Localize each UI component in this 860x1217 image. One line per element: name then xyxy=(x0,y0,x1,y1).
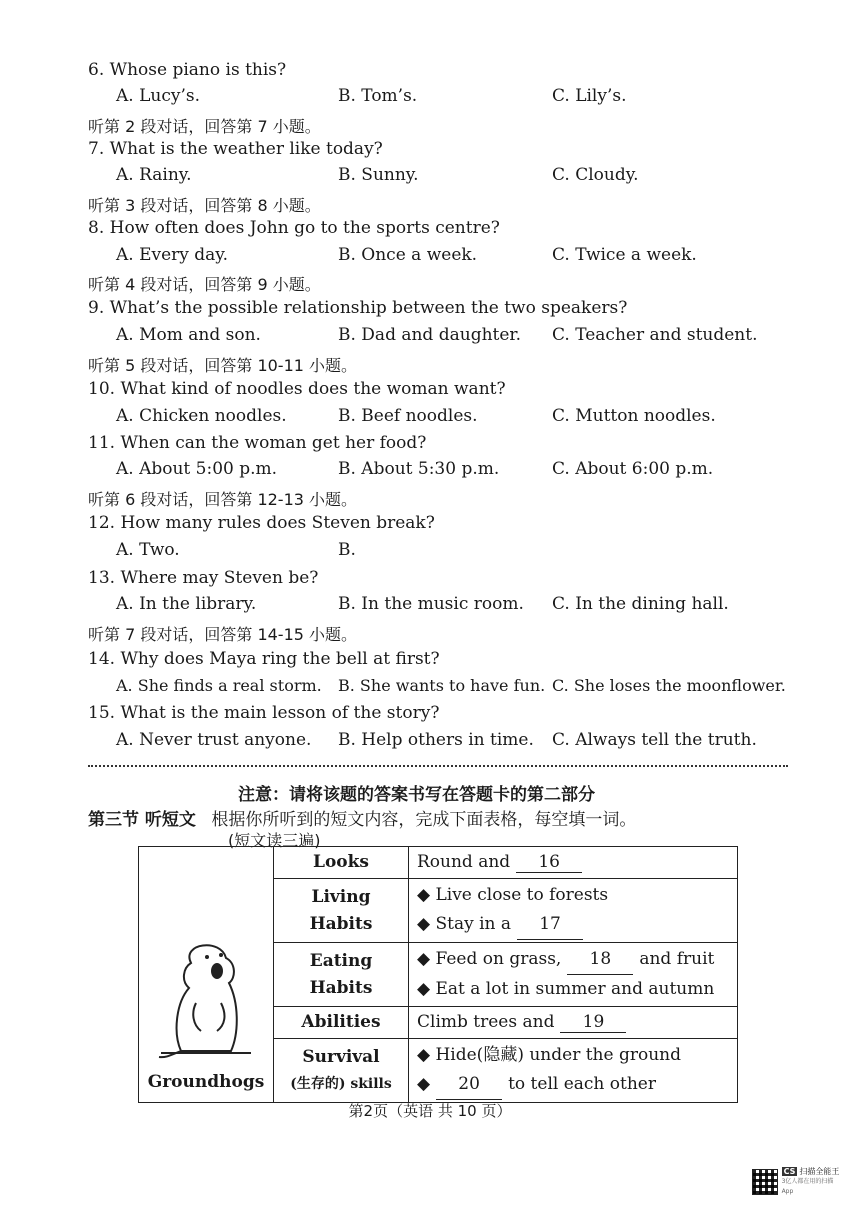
option-c: C. Twice a week. xyxy=(552,245,697,265)
option-b: B. In the music room. xyxy=(338,594,524,614)
blank-19[interactable]: 19 xyxy=(560,1012,626,1033)
option-a: A. About 5:00 p.m. xyxy=(116,459,278,479)
blank-16[interactable]: 16 xyxy=(516,852,582,873)
living-habit-2 xyxy=(417,910,729,940)
question-11: 11. When can the woman get her food? xyxy=(88,433,427,453)
blank-20[interactable]: 20 xyxy=(436,1070,502,1100)
instruction: 听第 5 段对话，回答第 10-11 小题。 xyxy=(88,356,358,375)
living-habit-1: ◆ Live close to forests xyxy=(417,885,609,905)
scanner-watermark xyxy=(752,1165,844,1199)
option-b: B. Once a week. xyxy=(338,245,478,265)
living-label-line2: Habits xyxy=(309,913,373,934)
option-c: C. Lily’s. xyxy=(552,86,627,106)
option-a: A. Never trust anyone. xyxy=(116,730,312,750)
question-14: 14. Why does Maya ring the bell at first? xyxy=(88,649,440,669)
survival-bullet: ◆ xyxy=(417,1074,431,1094)
option-b: B. Help others in time. xyxy=(338,730,534,750)
option-c: C. In the dining hall. xyxy=(552,594,729,614)
survival-skill-2-text: to tell each other xyxy=(508,1074,656,1094)
option-b: B. xyxy=(338,540,356,560)
option-b: B. Beef noodles. xyxy=(338,406,478,426)
survival-label-line2: (生存的) skills xyxy=(290,1075,392,1092)
option-b: B. About 5:30 p.m. xyxy=(338,459,500,479)
question-6: 6. Whose piano is this? xyxy=(88,60,287,80)
instruction: 听第 3 段对话，回答第 8 小题。 xyxy=(88,196,321,215)
looks-cell xyxy=(409,847,738,879)
abilities-text: Climb trees and xyxy=(417,1012,555,1032)
dotted-divider xyxy=(88,765,788,767)
living-label-line1: Living xyxy=(311,886,371,907)
scanner-slogan: 3亿人都在用的扫描App xyxy=(781,1178,834,1195)
scanner-brand xyxy=(782,1167,844,1197)
survival-skills-cell xyxy=(409,1039,738,1103)
instruction: 听第 7 段对话，回答第 14-15 小题。 xyxy=(88,625,358,644)
option-b: B. Sunny. xyxy=(338,165,419,185)
living-habits-label xyxy=(274,879,409,943)
option-a: A. In the library. xyxy=(116,594,257,614)
question-13: 13. Where may Steven be? xyxy=(88,568,319,588)
question-8: 8. How often does John go to the sports centre? xyxy=(88,218,500,238)
option-a: A. Every day. xyxy=(116,245,229,265)
eating-habits-label xyxy=(274,943,409,1007)
answer-note: 注意：请将该题的答案书写在答题卡的第二部分 xyxy=(238,785,595,805)
qr-code-icon xyxy=(752,1169,778,1195)
eating-label-line2: Habits xyxy=(309,977,373,998)
option-c: C. She loses the moonflower. xyxy=(552,676,786,695)
groundhog-table xyxy=(138,846,738,1103)
survival-skill-1: ◆ Hide(隐藏) under the ground xyxy=(417,1045,681,1065)
instruction: 听第 6 段对话，回答第 12-13 小题。 xyxy=(88,490,358,509)
question-9: 9. What’s the possible relationship between the two speakers? xyxy=(88,298,628,318)
option-a: A. Lucy’s. xyxy=(116,86,200,106)
survival-skills-label xyxy=(274,1039,409,1103)
option-a: A. Chicken noodles. xyxy=(116,406,287,426)
option-a: A. She finds a real storm. xyxy=(116,676,322,695)
survival-skill-2 xyxy=(417,1070,729,1100)
option-c: C. About 6:00 p.m. xyxy=(552,459,714,479)
eating-habit-1-tail: and fruit xyxy=(639,949,715,969)
subject-label: Groundhogs xyxy=(147,1072,265,1092)
living-habits-cell xyxy=(409,879,738,943)
scanner-name: 扫描全能王 xyxy=(799,1167,840,1176)
question-7: 7. What is the weather like today? xyxy=(88,139,383,159)
section-description: 根据你所听到的短文内容，完成下面表格，每空填一词。 xyxy=(211,810,637,830)
section-repeat-note: (短文读三遍) xyxy=(228,831,321,850)
looks-label: Looks xyxy=(274,847,409,879)
survival-label-line1: Survival xyxy=(302,1046,380,1067)
option-c: C. Always tell the truth. xyxy=(552,730,757,750)
eating-habit-2: ◆ Eat a lot in summer and autumn xyxy=(417,979,715,999)
question-12: 12. How many rules does Steven break? xyxy=(88,513,435,533)
abilities-label: Abilities xyxy=(274,1007,409,1039)
looks-text: Round and xyxy=(417,852,511,872)
abilities-cell xyxy=(409,1007,738,1039)
cs-badge: CS xyxy=(783,1167,796,1176)
eating-habits-cell xyxy=(409,943,738,1007)
question-10: 10. What kind of noodles does the woman want? xyxy=(88,379,506,399)
option-c: C. Cloudy. xyxy=(552,165,639,185)
section-heading xyxy=(88,805,636,830)
eating-habit-1 xyxy=(417,945,729,975)
blank-18[interactable]: 18 xyxy=(567,945,633,975)
instruction: 听第 2 段对话，回答第 7 小题。 xyxy=(88,117,321,136)
eating-habit-1-text: ◆ Feed on grass, xyxy=(417,949,562,969)
section-title: 第三节 听短文 xyxy=(88,810,196,830)
living-habit-2-text: ◆ Stay in a xyxy=(417,914,512,934)
option-b: B. She wants to have fun. xyxy=(338,676,546,695)
page-footer: 第2页（英语 共 10 页） xyxy=(348,1102,512,1120)
blank-17[interactable]: 17 xyxy=(517,910,583,940)
option-a: A. Two. xyxy=(116,540,180,560)
instruction: 听第 4 段对话，回答第 9 小题。 xyxy=(88,275,321,294)
groundhog-cell xyxy=(139,847,274,1103)
option-a: A. Mom and son. xyxy=(116,325,261,345)
groundhog-illustration-icon xyxy=(151,933,261,1063)
question-15: 15. What is the main lesson of the story? xyxy=(88,703,440,723)
option-c: C. Mutton noodles. xyxy=(552,406,716,426)
eating-label-line1: Eating xyxy=(309,950,373,971)
option-b: B. Dad and daughter. xyxy=(338,325,522,345)
option-b: B. Tom’s. xyxy=(338,86,418,106)
option-c: C. Teacher and student. xyxy=(552,325,758,345)
option-a: A. Rainy. xyxy=(116,165,192,185)
